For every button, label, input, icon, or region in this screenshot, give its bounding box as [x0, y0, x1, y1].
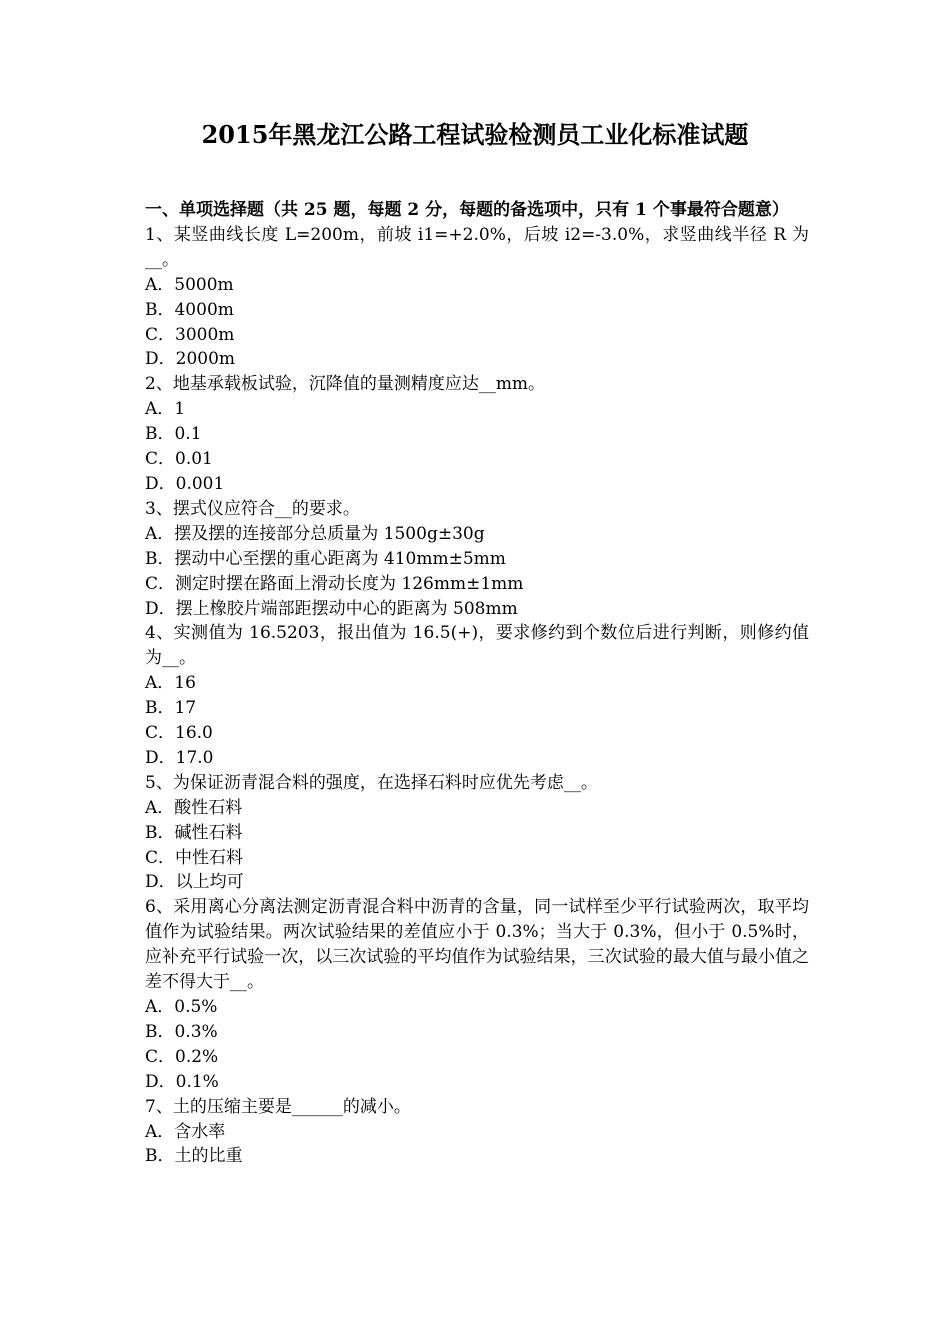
question-stem: 2、地基承载板试验，沉降值的量测精度应达__mm。 — [145, 374, 546, 395]
option-a: A．酸性石料 — [145, 797, 243, 818]
question-6 — [145, 895, 809, 1094]
document-title: 2015年黑龙江公路工程试验检测员工业化标准试题 — [201, 120, 749, 149]
option-c: C．测定时摆在路面上滑动长度为 126mm±1mm — [145, 573, 524, 594]
option-b: B．4000m — [145, 299, 234, 320]
option-d: D．以上均可 — [145, 872, 244, 893]
option-a: A．0.5% — [145, 997, 218, 1017]
option-a: A．含水率 — [145, 1121, 226, 1142]
question-stem: 4、实测值为 16.5203，报出值为 16.5(+)，要求修约到个数位后进行判断，则修约值为__。 — [145, 623, 809, 669]
option-b: B．17 — [145, 698, 197, 719]
question-stem: 1、某竖曲线长度 L=200m，前坡 i1=+2.0%，后坡 i2=-3.0%，求竖曲线半径 R 为__。 — [145, 224, 809, 270]
option-d: D．0.001 — [145, 473, 225, 494]
option-b: B．0.1 — [145, 424, 202, 445]
option-b: B．碱性石料 — [145, 822, 243, 843]
option-a: A．1 — [145, 399, 186, 420]
question-1 — [145, 223, 809, 372]
section-heading: 一、单项选择题（共 25 题，每题 2 分，每题的备选项中，只有 1 个事最符合题意） — [145, 200, 789, 220]
option-b: B．土的比重 — [145, 1146, 243, 1167]
option-c: C．0.01 — [145, 449, 213, 470]
question-7 — [145, 1095, 809, 1170]
option-d: D．0.1% — [145, 1071, 219, 1092]
question-3 — [145, 497, 809, 622]
question-stem: 6、采用离心分离法测定沥青混合料中沥青的含量，同一试样至少平行试验两次，取平均值作为试验结果。两次试验结果的差值应小于 0.3%；当大于 0.3%，但小于 0.5%时，应补充平行试验一次，以三次试验的平均值作为试验结果，三次试验的最大值与最小值之差不得大于__。 — [145, 897, 809, 993]
option-a: A．5000m — [145, 274, 234, 295]
option-d: D．摆上橡胶片端部距摆动中心的距离为 508mm — [145, 598, 518, 619]
option-a: A．16 — [145, 673, 196, 694]
option-c: C．3000m — [145, 324, 235, 345]
question-stem: 5、为保证沥青混合料的强度，在选择石料时应优先考虑__。 — [145, 772, 598, 793]
question-stem: 7、土的压缩主要是______的减小。 — [145, 1096, 411, 1117]
option-b: B．摆动中心至摆的重心距离为 410mm±5mm — [145, 548, 506, 569]
option-c: C．中性石料 — [145, 847, 244, 868]
option-c: C．0.2% — [145, 1046, 219, 1067]
option-b: B．0.3% — [145, 1021, 218, 1042]
question-4 — [145, 621, 809, 770]
option-c: C．16.0 — [145, 723, 213, 744]
question-2 — [145, 372, 809, 497]
option-d: D．17.0 — [145, 747, 214, 768]
option-a: A．摆及摆的连接部分总质量为 1500g±30g — [145, 523, 485, 544]
question-5 — [145, 771, 809, 896]
option-d: D．2000m — [145, 349, 236, 370]
question-stem: 3、摆式仪应符合__的要求。 — [145, 498, 360, 519]
question-list — [145, 198, 809, 1169]
